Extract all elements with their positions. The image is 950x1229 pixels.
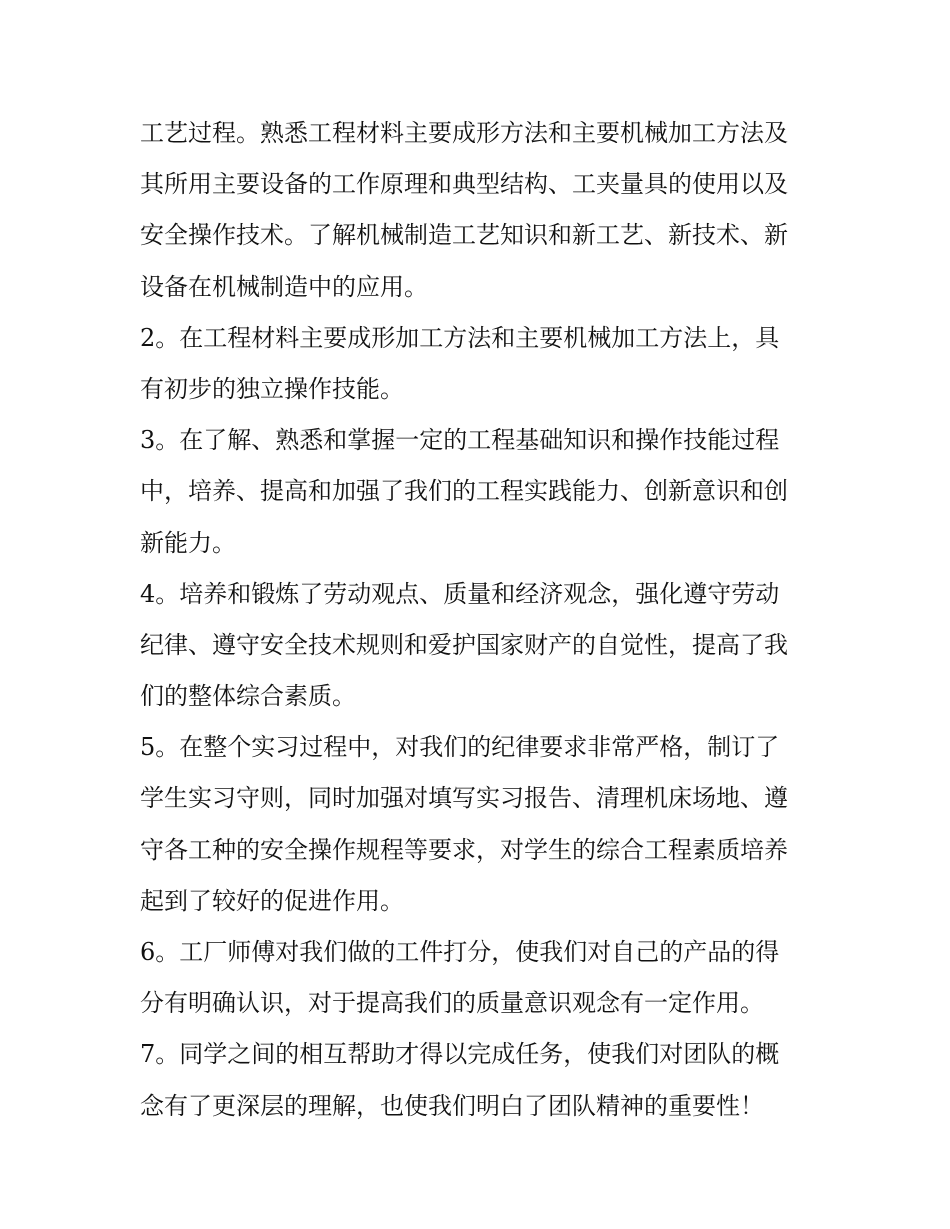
text-line: 安全操作技术。了解机械制造工艺知识和新工艺、新技术、新	[140, 221, 788, 250]
list-item-3: 3。在了解、熟悉和掌握一定的工程基础知识和操作技能过程	[140, 426, 780, 455]
text-line: 念有了更深层的理解，也使我们明白了团队精神的重要性！	[140, 1091, 764, 1120]
text-line: 学生实习守则，同时加强对填写实习报告、清理机床场地、遵	[140, 784, 788, 813]
text-line: 工艺过程。熟悉工程材料主要成形方法和主要机械加工方法及	[140, 119, 788, 147]
text-line: 起到了较好的促进作用。	[140, 886, 404, 915]
list-item-6: 6。工厂师傅对我们做的工件打分，使我们对自己的产品的得	[140, 938, 780, 966]
text-line: 纪律、遵守安全技术规则和爱护国家财产的自觉性，提高了我	[140, 630, 788, 659]
text-line: 有初步的独立操作技能。	[140, 374, 404, 403]
text-line: 中，培养、提高和加强了我们的工程实践能力、创新意识和创	[140, 477, 788, 506]
list-item-4: 4。培养和锻炼了劳动观点、质量和经济观念，强化遵守劳动	[140, 579, 780, 608]
text-line: 守各工种的安全操作规程等要求，对学生的综合工程素质培养	[140, 835, 788, 864]
text-line: 分有明确认识，对于提高我们的质量意识观念有一定作用。	[140, 989, 764, 1018]
list-item-2: 2。在工程材料主要成形加工方法和主要机械加工方法上，具	[140, 323, 780, 352]
text-line: 设备在机械制造中的应用。	[140, 272, 428, 301]
text-line: 们的整体综合素质。	[140, 682, 356, 711]
list-item-7: 7。同学之间的相互帮助才得以完成任务，使我们对团队的概	[140, 1040, 780, 1069]
document-body	[140, 108, 820, 1132]
text-line: 其所用主要设备的工作原理和典型结构、工夹量具的使用以及	[140, 170, 788, 199]
text-line: 新能力。	[140, 528, 236, 557]
list-item-5: 5。在整个实习过程中，对我们的纪律要求非常严格，制订了	[140, 733, 780, 762]
